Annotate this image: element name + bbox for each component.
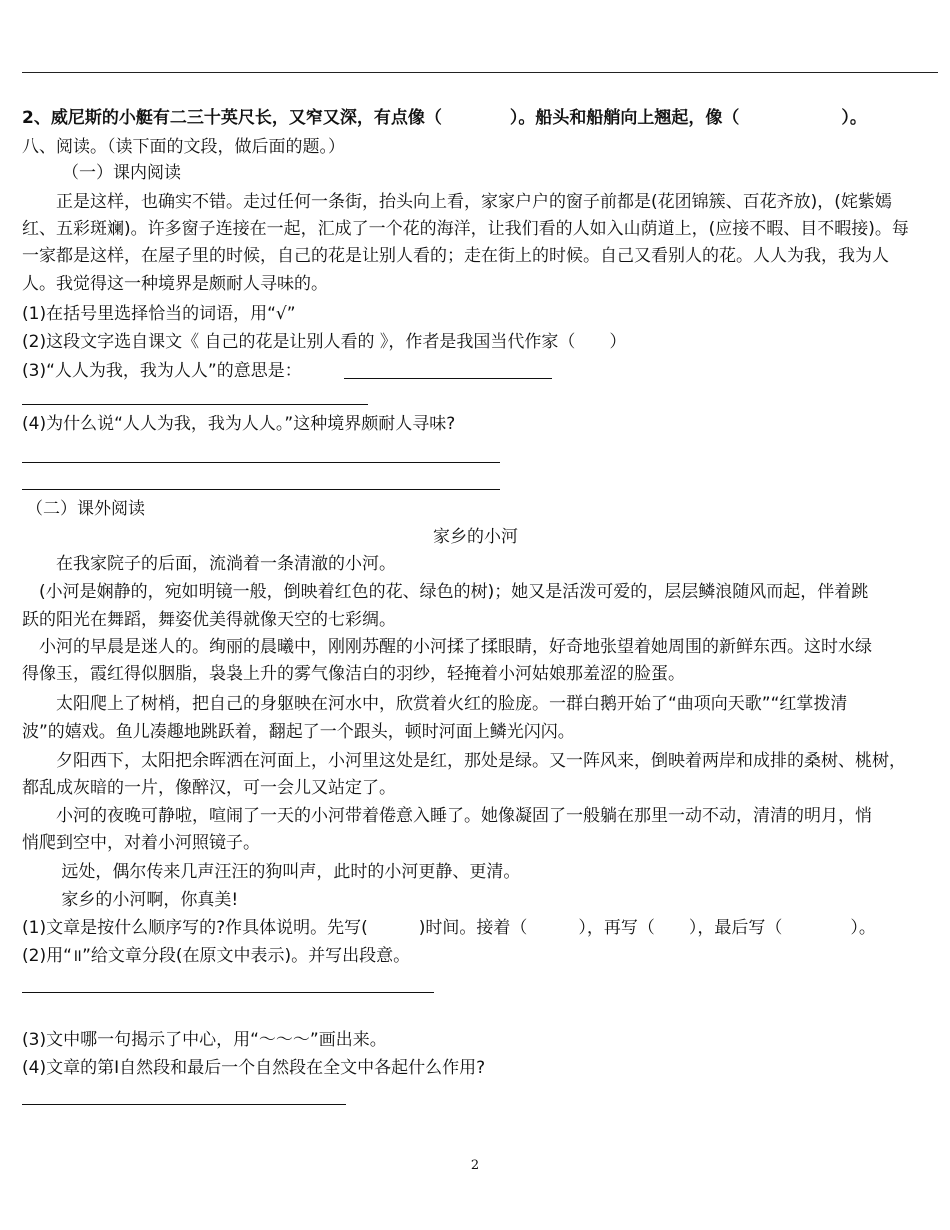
part2-question-2: (2)用“॥”给文章分段(在原文中表示)。并写出段意。 bbox=[22, 946, 411, 966]
part2-passage-line: 悄爬到空中，对着小河照镜子。 bbox=[22, 833, 260, 853]
section-title: 八、阅读。（读下面的文段，做后面的题。） bbox=[22, 137, 345, 157]
part2-passage-line: 远处，偶尔传来几声汪汪的狗叫声，此时的小河更静、更清。 bbox=[22, 862, 521, 882]
part2-passage-line: 太阳爬上了树梢，把自己的身躯映在河水中，欣赏着火红的脸庞。一群白鹅开始了“曲项向天歌”“红掌拨清 bbox=[22, 694, 848, 714]
part2-passage-line: 小河的夜晚可静啦，喧闹了一天的小河带着倦意入睡了。她像凝固了一般躺在那里一动不动，清清的明月，悄 bbox=[22, 806, 872, 826]
part2-passage-line: 夕阳西下，太阳把余晖洒在河面上，小河里这处是红，那处是绿。又一阵风来，倒映着两岸和成排的桑树、桃树， bbox=[22, 751, 906, 771]
part1-question-4: (4)为什么说“人人为我，我为人人。”这种境界颇耐人寻味? bbox=[22, 414, 456, 434]
answer-line[interactable] bbox=[22, 489, 500, 490]
part2-passage-line: (小河是娴静的，宛如明镜一般，倒映着红色的花、绿色的树)；她又是活泼可爱的，层层鳞浪随风而起，伴着跳 bbox=[22, 582, 869, 602]
part2-title: （二）课外阅读 bbox=[26, 499, 145, 519]
part2-question-3: (3)文中哪一句揭示了中心，用“～～～”画出来。 bbox=[22, 1030, 387, 1050]
answer-line[interactable] bbox=[344, 378, 552, 379]
part2-passage-line: 跃的阳光在舞蹈，舞姿优美得就像天空的七彩绸。 bbox=[22, 610, 396, 630]
header-rule bbox=[22, 72, 938, 73]
part2-passage-line: 在我家院子的后面，流淌着一条清澈的小河。 bbox=[22, 554, 396, 574]
part1-question-3: (3)“人人为我，我为人人”的意思是： bbox=[22, 361, 302, 381]
part2-passage-line: 波”的嬉戏。鱼儿凑趣地跳跃着，翻起了一个跟头，顿时河面上鳞光闪闪。 bbox=[22, 722, 575, 742]
answer-line[interactable] bbox=[22, 992, 434, 993]
answer-line[interactable] bbox=[22, 1104, 346, 1105]
part1-passage-line: 一家都是这样，在屋子里的时候，自己的花是让别人看的；走在街上的时候。自己又看别人的花。人人为我，我为人 bbox=[22, 246, 889, 266]
story-title: 家乡的小河 bbox=[433, 527, 518, 547]
part2-passage-line: 小河的早晨是迷人的。绚丽的晨曦中，刚刚苏醒的小河揉了揉眼睛，好奇地张望着她周围的新鲜东西。这时水绿 bbox=[22, 637, 872, 657]
page-number: 2 bbox=[470, 1158, 480, 1173]
part1-passage-line: 红、五彩斑斓)。许多窗子连接在一起，汇成了一个花的海洋，让我们看的人如入山荫道上，(应接不暇、目不暇接)。每 bbox=[22, 219, 909, 239]
part2-question-1: (1)文章是按什么顺序写的?作具体说明。先写( )时间。接着（ ），再写（ ），最后写（ ）。 bbox=[22, 918, 876, 938]
part1-passage-line: 正是这样，也确实不错。走过任何一条街，抬头向上看，家家户户的窗子前都是(花团锦簇、百花齐放)，(姹紫嫣 bbox=[22, 192, 892, 212]
answer-line[interactable] bbox=[22, 462, 500, 463]
part2-question-4: (4)文章的第Ⅰ自然段和最后一个自然段在全文中各起什么作用? bbox=[22, 1058, 486, 1078]
part1-passage-line: 人。我觉得这一种境界是颇耐人寻味的。 bbox=[22, 274, 328, 294]
part2-passage-line: 家乡的小河啊，你真美! bbox=[22, 890, 239, 910]
part1-question-1: (1)在括号里选择恰当的词语，用“√” bbox=[22, 304, 296, 324]
question-2: 2、威尼斯的小艇有二三十英尺长，又窄又深，有点像（ ）。船头和船艄向上翘起，像（ ）。 bbox=[22, 108, 867, 128]
part1-title: （一）课内阅读 bbox=[62, 163, 181, 183]
part2-passage-line: 都乱成灰暗的一片，像醉汉，可一会儿又站定了。 bbox=[22, 778, 396, 798]
part2-passage-line: 得像玉，霞红得似胭脂，袅袅上升的雾气像洁白的羽纱，轻掩着小河姑娘那羞涩的脸蛋。 bbox=[22, 664, 685, 684]
part1-question-2: (2)这段文字选自课文《 自己的花是让别人看的 》，作者是我国当代作家（ ） bbox=[22, 332, 627, 352]
answer-line[interactable] bbox=[22, 404, 368, 405]
